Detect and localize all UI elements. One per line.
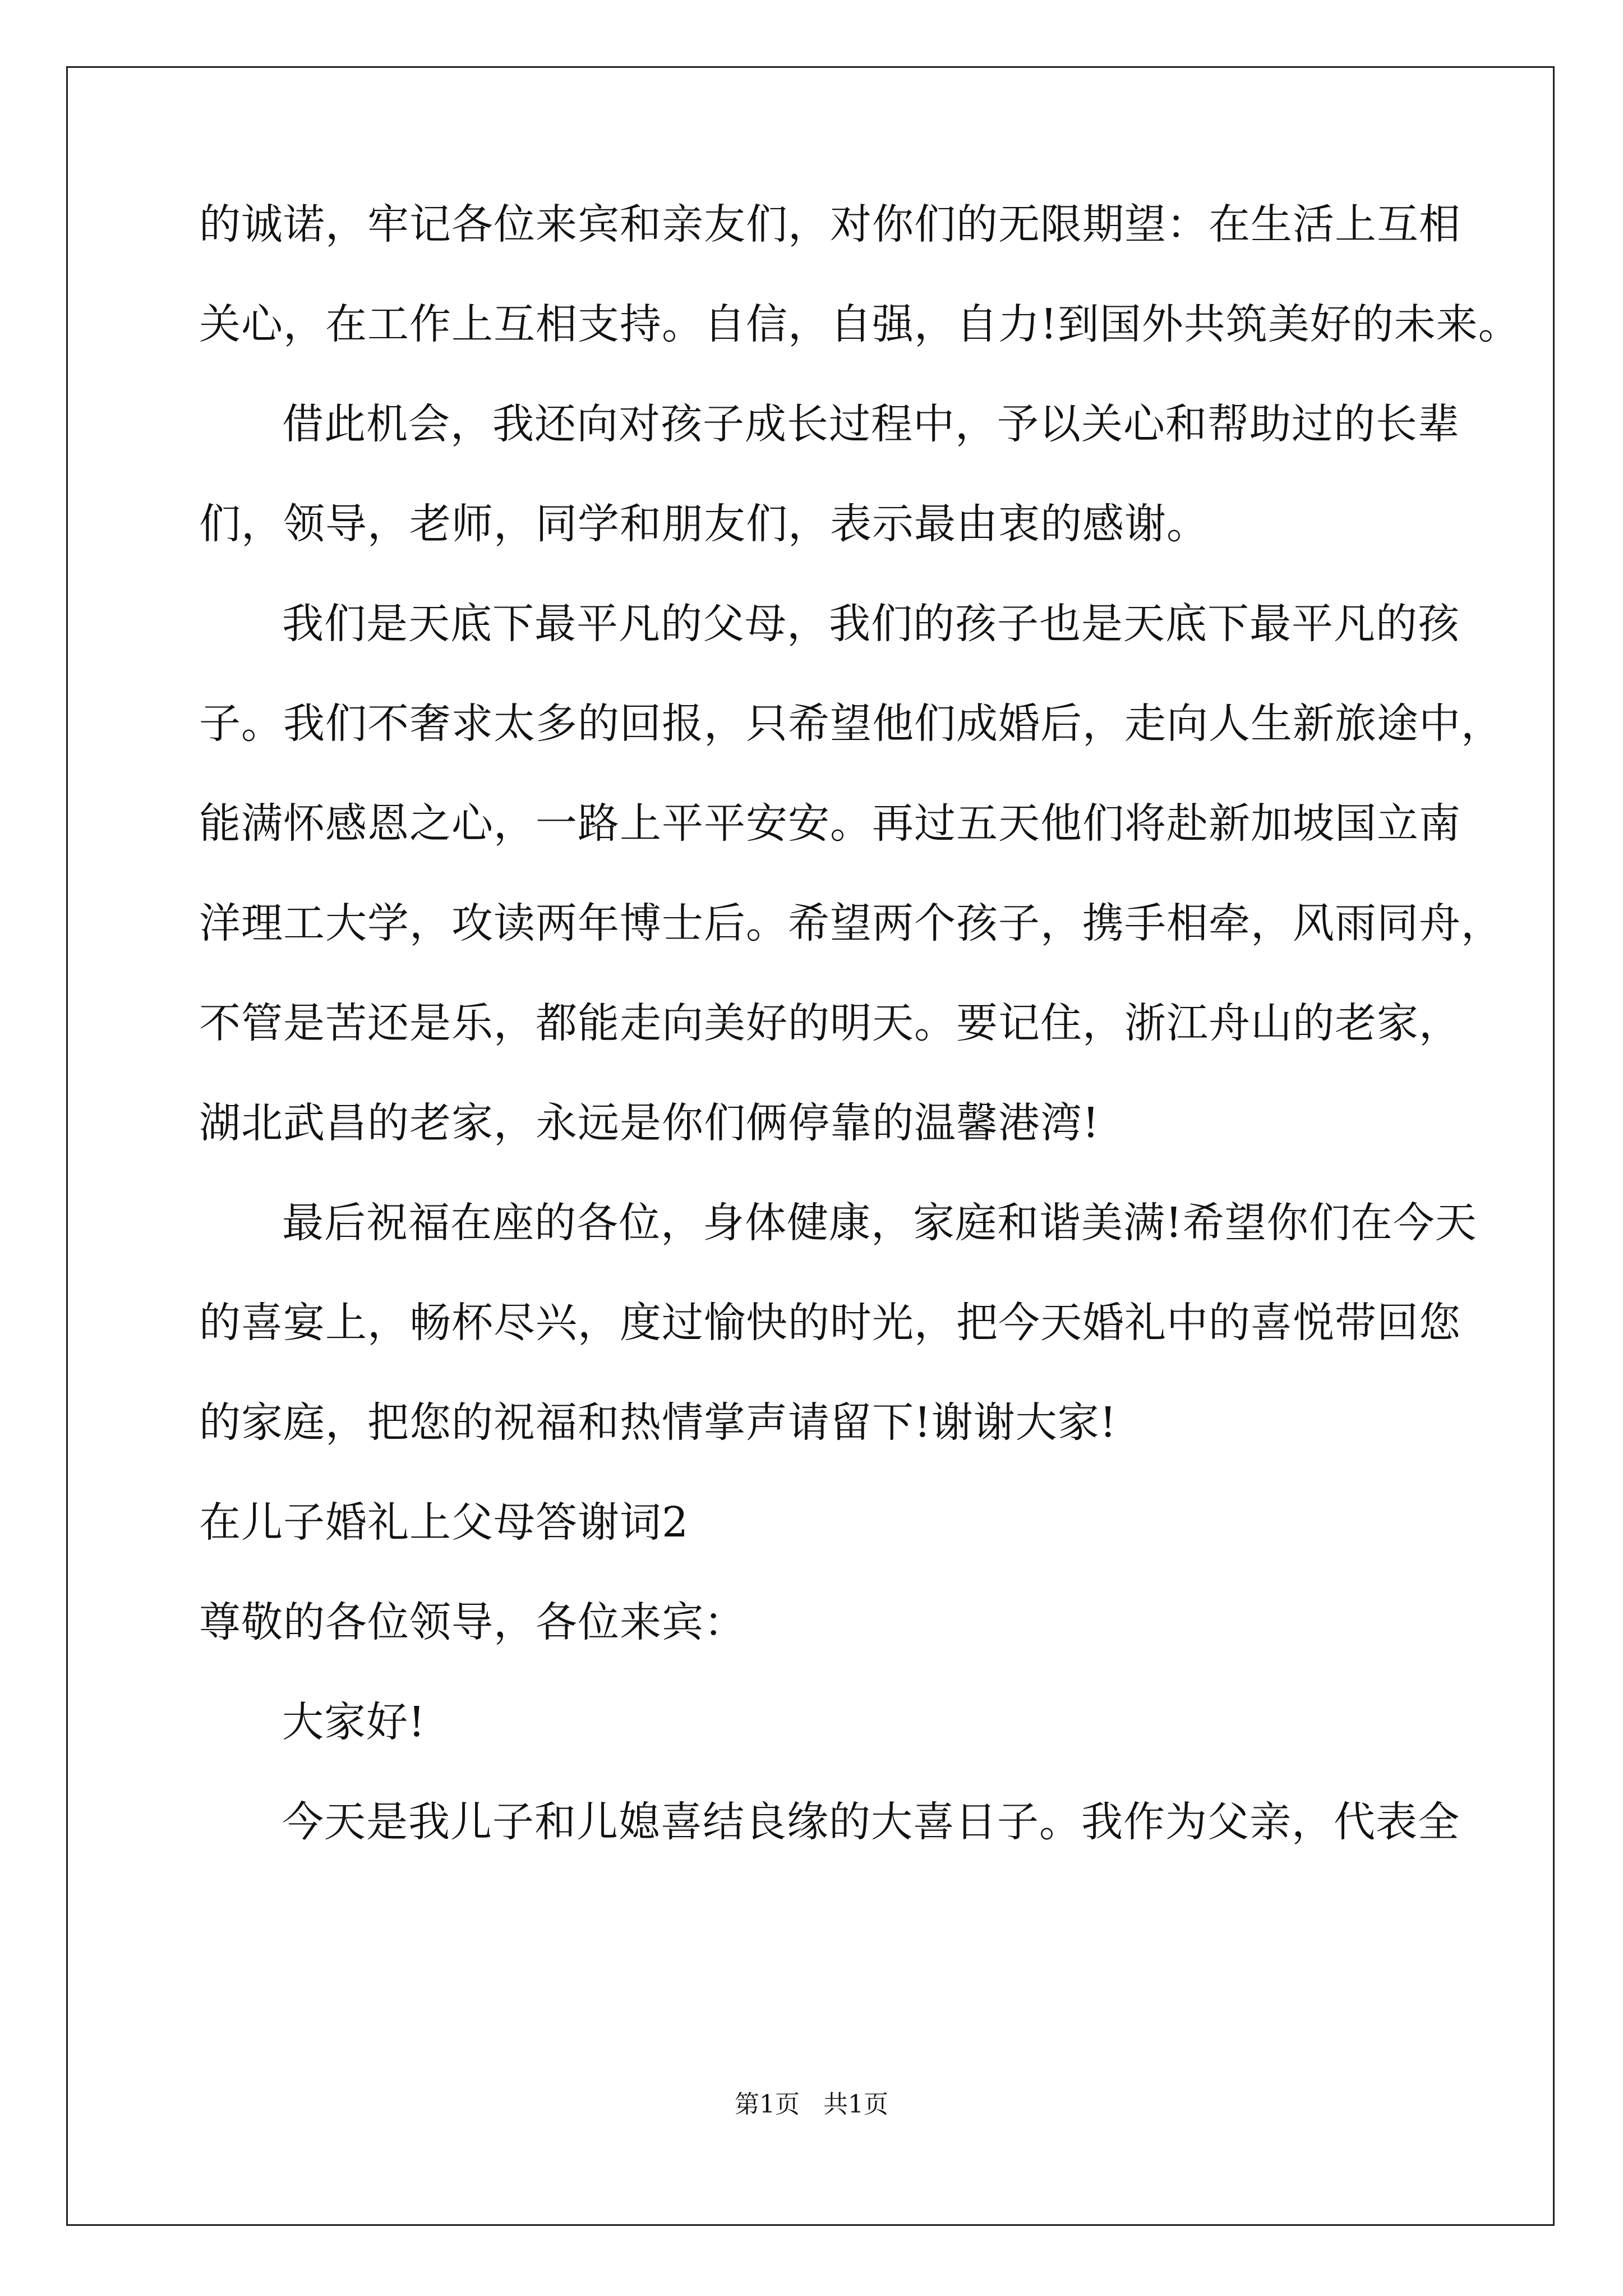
text-line: 今天是我儿子和儿媳喜结良缘的大喜日子。我作为父亲，代表全 [282, 1798, 1460, 1846]
text-line: 关心，在工作上互相支持。自信，自强，自力!到国外共筑美好的未来。 [199, 300, 1520, 348]
text-line: 能满怀感恩之心，一路上平平安安。再过五天他们将赴新加坡国立南 [199, 799, 1461, 848]
greeting: 大家好! [282, 1698, 426, 1746]
text-line: 我们是天底下最平凡的父母，我们的孩子也是天底下最平凡的孩 [282, 600, 1460, 648]
text-line: 不管是苦还是乐，都能走向美好的明天。要记住，浙江舟山的老家， [199, 999, 1461, 1047]
salutation: 尊敬的各位领导，各位来宾： [199, 1598, 746, 1646]
text-line: 子。我们不奢求太多的回报，只希望他们成婚后，走向人生新旅途中， [199, 700, 1503, 748]
text-line: 的喜宴上，畅杯尽兴，度过愉快的时光，把今天婚礼中的喜悦带回您 [199, 1299, 1461, 1347]
text-line: 洋理工大学，攻读两年博士后。希望两个孩子，携手相牵，风雨同舟， [199, 899, 1503, 947]
text-line: 湖北武昌的老家，永远是你们俩停靠的温馨港湾! [199, 1099, 1100, 1147]
text-line: 最后祝福在座的各位，身体健康，家庭和谐美满!希望你们在今天 [282, 1199, 1477, 1247]
text-line: 的家庭，把您的祝福和热情掌声请留下!谢谢大家! [199, 1398, 1117, 1447]
page-number-footer: 第1页 共1页 [735, 2090, 888, 2119]
text-line: 们，领导，老师，同学和朋友们，表示最由衷的感谢。 [199, 500, 1209, 548]
section-heading: 在儿子婚礼上父母答谢词2 [199, 1498, 689, 1547]
text-line: 借此机会，我还向对孩子成长过程中，予以关心和帮助过的长辈 [282, 400, 1460, 448]
text-line: 的诚诺，牢记各位来宾和亲友们，对你们的无限期望：在生活上互相 [199, 200, 1461, 249]
